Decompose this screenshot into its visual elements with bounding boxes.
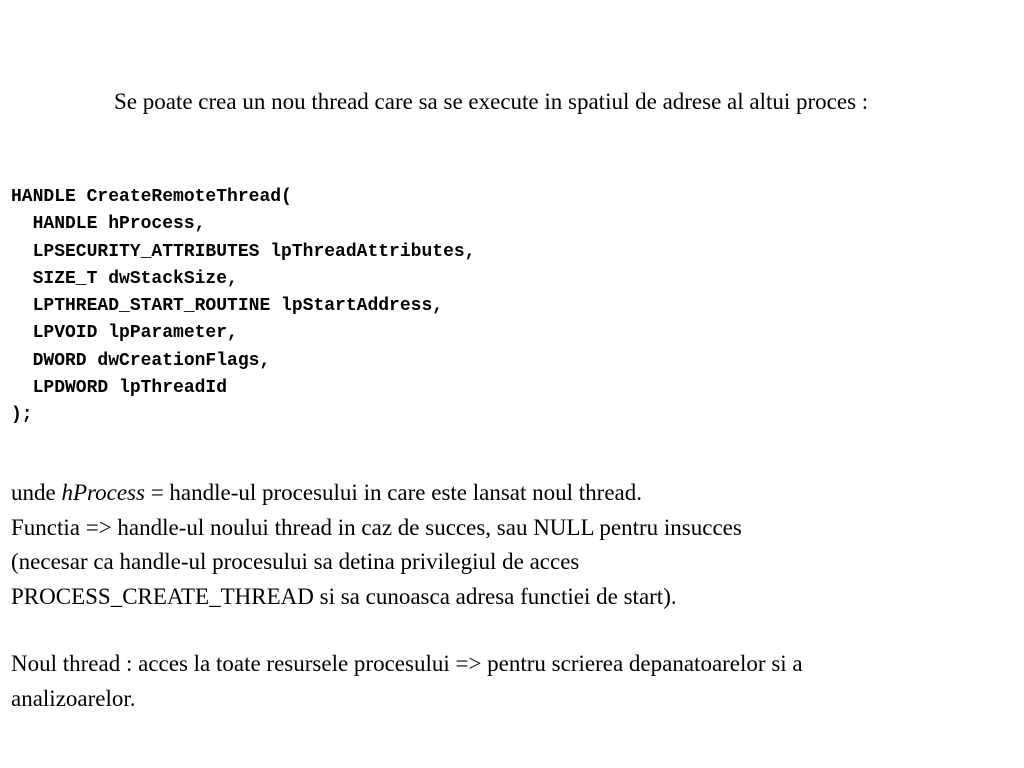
explanation-line-4: PROCESS_CREATE_THREAD si sa cunoasca adresa functiei de start). (11, 583, 677, 609)
note-line-2: analizoarelor. (11, 685, 136, 711)
explanation-prefix: unde (11, 480, 62, 505)
parameter-name: hProcess (61, 480, 145, 505)
code-line: LPTHREAD_START_ROUTINE lpStartAddress, (11, 296, 444, 317)
note-paragraph (11, 647, 1014, 716)
code-line: HANDLE CreateRemoteThread( (11, 187, 292, 207)
code-line: SIZE_T dwStackSize, (11, 268, 238, 289)
code-block (11, 184, 475, 430)
code-line: LPVOID lpParameter, (11, 323, 238, 344)
intro-paragraph: Se poate crea un nou thread care sa se execute in spatiul de adrese al altui proces : (114, 89, 869, 114)
code-line: DWORD dwCreationFlags, (11, 350, 271, 371)
code-line: HANDLE hProcess, (11, 214, 206, 235)
explanation-suffix: = handle-ul procesului in care este lansat noul thread. (144, 480, 643, 505)
explanation-line-1 (11, 476, 1014, 511)
code-line: LPSECURITY_ATTRIBUTES lpThreadAttributes, (11, 241, 476, 262)
code-line: LPDWORD lpThreadId (11, 378, 228, 399)
explanation-paragraph (11, 476, 1014, 614)
explanation-line-2: Functia => handle-ul noului thread in caz de succes, sau NULL pentru insucces (11, 514, 742, 540)
explanation-line-3: (necesar ca handle-ul procesului sa detina privilegiul de acces (11, 549, 580, 574)
code-line: ); (11, 405, 33, 426)
note-line-1: Noul thread : acces la toate resursele procesului => pentru scrierea depanatoarelor si a (11, 651, 803, 676)
